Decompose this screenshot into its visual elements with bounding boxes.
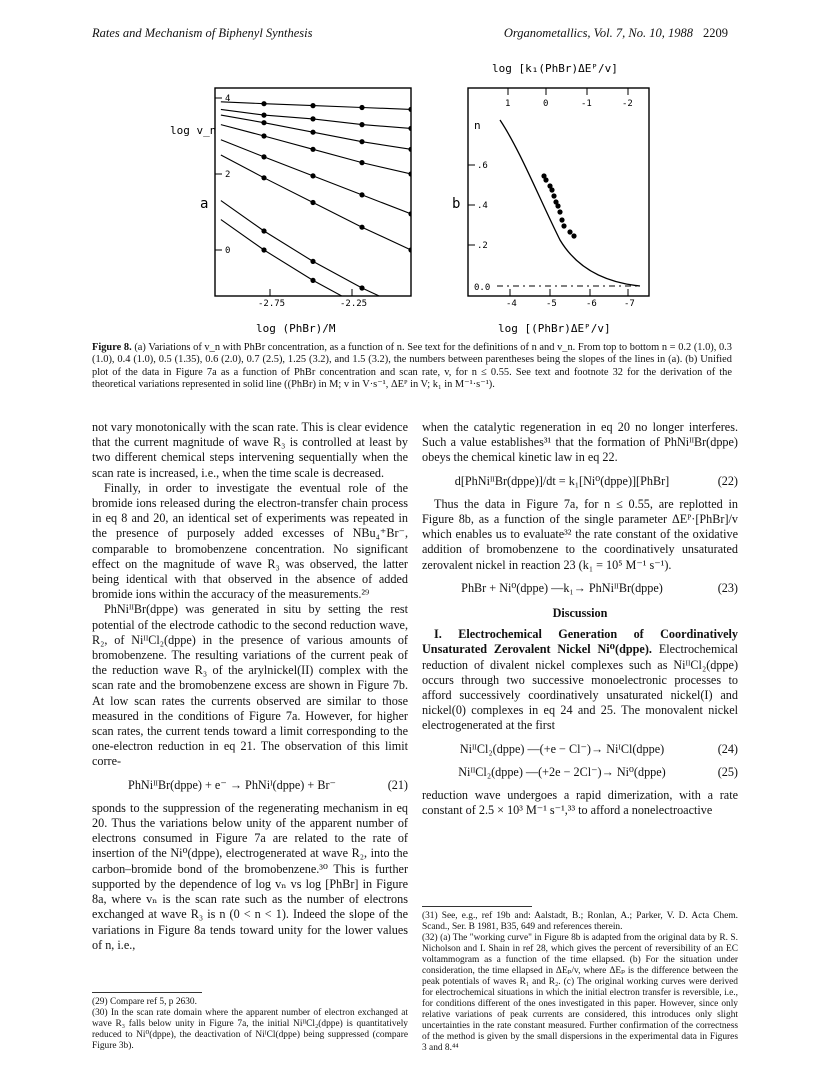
equation-23 [422,581,738,596]
figure-caption [92,342,732,391]
data-point [408,126,413,131]
series-line [221,109,411,128]
panel-b-bottom-tick-label: -4 [506,299,517,309]
data-point [310,278,315,283]
data-point [261,113,266,118]
equation-number: (23) [717,580,738,595]
equation-25 [422,765,738,780]
paragraph-text: Electrochemical reduction of divalent nickel complexes such as NiᴵᴵCl₂(dppe) occurs through two successive monoelectronic processes to afford successively coordinatively unsaturated nickel(I) and nickel(0) complexes in eq 24 and 25. The monovalent nickel electrogenerated at the first [422,642,739,733]
data-point [559,217,564,222]
data-point [543,177,548,182]
panel-b-ytick-label: .2 [477,241,488,251]
panel-b-top-axis-label: log [k₁(PhBr)ΔEᴾ/v] [492,62,618,75]
panel-b-top-tick-label: -2 [622,99,633,109]
paragraph: PhNiᴵᴵBr(dppe) was generated in situ by setting the rest potential of the electrode cathodic to the second reduction wave, R₂, of NiᴵᴵCl₂(dppe) in the presence of various amounts of bromobenzene. The resulting variations of the current peak of the reduction wave R₃ of the arylnickel(II) complex with the scan rate and the bromobenzene excess are shown in Figure 7b. At low scan rates the currents observed are similar to those measured in the conditions of Figure 7a. However, for higher scan rates, the current tends toward a limit corresponding to the one-electron reduction in eq 21. The observation of this limit corre- [92,602,408,769]
panel-a-letter: a [200,196,209,212]
data-point [571,233,576,238]
series-line [221,140,411,214]
equation-number: (21) [387,777,408,792]
paragraph: not vary monotonically with the scan rate. This is clear evidence that the current magnitude of wave R₃ is controlled at least by two different chemical steps intervening sequentially when the scan rate is increased, i.e., when the time scale is decreased. [92,420,408,480]
data-point [261,228,266,233]
series-line [221,125,411,174]
data-point [359,285,364,290]
figure-label: Figure 8. [92,342,132,353]
data-point [261,133,266,138]
data-point [261,175,266,180]
equation-body: d[PhNiᴵᴵBr(dppe)]/dt = k₁[Ni⁰(dppe)][PhBr] [454,473,670,488]
data-point [261,101,266,106]
equation-number: (24) [717,741,738,756]
paragraph: when the catalytic regeneration in eq 20 no longer interferes. Such a value establishes³¹ that the formation of PhNiᴵᴵBr(dppe) obeys the chemical kinetic law in eq 22. [422,420,738,465]
data-point [310,103,315,108]
panel-a-ytick-label: 2 [225,170,231,180]
panel-b [452,62,649,335]
panel-b-ytick-label: .6 [477,161,488,171]
data-point [310,116,315,121]
panel-a-ytick-label: 0 [225,246,231,256]
data-point [555,203,560,208]
data-point [310,147,315,152]
paragraph [422,627,738,733]
data-point [261,247,266,252]
paragraph: Thus the data in Figure 7a, for n ≤ 0.55, are replotted in Figure 8b, as a function of the single parameter ΔEᴾ·[PhBr]/v which enables us to evaluate³² the rate constant of the oxidative addition of bromobenzene to the coordinatively unsaturated zerovalent nickel in reaction 23 (k₁ = 10⁵ M⁻¹ s⁻¹). [422,496,738,572]
equation-number: (25) [717,764,738,779]
data-point [359,139,364,144]
caption-text: (a) Variations of v_n with PhBr concentration, as a function of n. See text for the definitions of n and v_n. From top to bottom n = 0.2 (1.0), 0.3 (1.0), 0.4 (1.0), 0.5 (1.35), 0.6 (2.0), 0.7 (2.5), 1.25 (3.2), and 1.5 (3.2), the numbers between parentheses being the slopes of the lines in (a). (b) Unified plot of the data in Figure 7a as a function of PhBr concentration and scan rate, v, for n ≤ 0.55. See text and footnote 32 for the derivation of the theoretical variations represented in solid line ((PhBr) in M; v in V·s⁻¹, ΔEᴾ in V; k₁ in M⁻¹·s⁻¹). [92,342,732,390]
left-footnotes [92,986,408,1052]
footnote-29: (29) Compare ref 5, p 2630. [92,997,197,1007]
paragraph: sponds to the suppression of the regenerating mechanism in eq 20. Thus the variations below unity of the apparent number of electrons consumed in Figure 7a are related to the rate of insertion of the Ni⁰(dppe), electrogenerated at wave R₂, into the carbon–bromide bond of the bromobenzene.³⁰ This is further supported by the dependence of log vₙ vs log [PhBr] in Figure 8a, where vₙ is the scan rate such as the number of electrons exchanged at wave R₃ is n (0 < n < 1). Indeed the slope of the variations in Figure 8a tends toward unity for the lower values of n, i.e., [92,800,408,952]
panel-b-top-tick-label: -1 [581,99,592,109]
panel-a [170,88,414,335]
data-point [557,209,562,214]
panel-a-xtick-label: -2.75 [258,299,286,309]
panel-b-bottom-tick-label: -6 [586,299,597,309]
data-point [408,147,413,152]
data-point [549,187,554,192]
equation-body: NiᴵᴵCl₂(dppe) —(+e − Cl⁻)→ NiᴵCl(dppe) [459,741,665,756]
panel-b-theory-curve [500,120,640,286]
footnote-31: (31) See, e.g., ref 19b and: Aalstadt, B.; Ronlan, A.; Parker, V. D. Acta Chem. Scand., Ser. B 1981, B35, 649 and references therein. [422,911,738,932]
data-point [408,247,413,252]
equation-24 [422,742,738,757]
series-line [221,201,411,311]
panel-b-top-tick-label: 1 [505,99,511,109]
panel-b-bottom-tick-label: -5 [546,299,557,309]
right-footnotes [422,900,738,1054]
data-point [359,192,364,197]
footnote-rule [422,906,532,907]
data-point [261,154,266,159]
journal-name: Organometallics, Vol. 7, No. 10, 1988 [503,26,693,40]
paragraph: reduction wave undergoes a rapid dimerization, with a rate constant of 2.5 × 10³ M⁻¹ s⁻¹,³³ to afford a nonelectroactive [422,788,738,818]
data-point [261,120,266,125]
equation-21 [92,778,408,793]
panel-b-ytick-label: .4 [477,201,488,211]
panel-b-xlabel: log [(PhBr)ΔEᴾ/v] [498,322,611,335]
data-point [359,105,364,110]
equation-body: PhNiᴵᴵBr(dppe) + e⁻ → PhNiᴵ(dppe) + Br⁻ [128,777,336,792]
running-head: Rates and Mechanism of Biphenyl Synthesis [92,26,313,40]
panel-a-xtick-label: -2.25 [340,299,368,309]
data-point [310,259,315,264]
equation-body: PhBr + Ni⁰(dppe) —k₁→ PhNiᴵᴵBr(dppe) [461,580,663,595]
panel-b-frame [468,88,649,296]
data-point [408,107,413,112]
data-point [359,160,364,165]
panel-b-bottom-ticks [506,289,635,309]
figure-8 [0,0,820,340]
data-point [359,225,364,230]
panel-a-xlabel: log (PhBr)/M [256,322,336,335]
data-point [408,211,413,216]
panel-b-top-tick-label: 0 [543,99,549,109]
section-heading: Discussion [552,606,608,621]
panel-b-ytick-label: 0.0 [474,283,491,293]
panel-a-ytick-label: 4 [225,94,231,104]
data-point [310,200,315,205]
data-point [359,122,364,127]
panel-a-ylabel: log v_n [170,124,217,137]
paragraph: Finally, in order to investigate the eventual role of the bromide ions released during the electron-transfer chain process in eq 8 and 20, an identical set of experiments was repeated in the presence of purposely added excesses of NBu₄⁺Br⁻, comparable to bromobenzene concentration. No significant effect on the magnitude of wave R₃ was observed, the latter being identical with that observed in the absence of added bromide ions within the accuracy of the measurements.²⁹ [92,480,408,602]
data-point [551,193,556,198]
subheading: I. Electrochemical Generation of Coordinatively Unsaturated Zerovalent Nickel Ni⁰(dppe). [422,627,738,657]
footnote-rule [92,992,202,993]
panel-b-top-ticks [505,88,633,109]
equation-22 [422,474,738,489]
panel-b-letter: b [452,196,461,212]
panel-b-bottom-tick-label: -7 [624,299,635,309]
page-number: 2209 [703,26,728,40]
data-point [561,223,566,228]
data-point [310,173,315,178]
equation-number: (22) [717,473,738,488]
footnote-30: (30) In the scan rate domain where the apparent number of electron exchanged at wave R₃ falls below unity in Figure 7a, the initial NiᴵᴵCl₂(dppe) is quantitatively reduced to Ni⁰(dppe), the deactivation of NiᴵCl(dppe) being suppressed (compare Figure 3b). [92,1008,408,1051]
series-line [221,102,411,110]
data-point [408,171,413,176]
footnote-32: (32) (a) The "working curve" in Figure 8b is adapted from the original data by R. S. Nicholson and I. Shain in ref 28, which gives the percent of reversibility of an EC voltammogram as a function of the time ellapsed. (b) For the situation under consideration, the time ellapsed in ΔEₚ/v, where ΔEₚ is the difference between the peak potentials of waves R₁ and R₂. (c) The original working curves were derived for electrochemical situations in which the initial electron transfer is reversible, i.e., for conditions different of the ones investigated in this paper. However, since only relative variations of peak currents are considered, this introduces only slight uncertainties in the rate constant measured. Further confirmation of the correctness of the method is given by the small dispersions in the experimental data in Figures 3 and 8.⁴⁴ [422,933,738,1053]
data-point [310,130,315,135]
equation-body: NiᴵᴵCl₂(dppe) —(+2e − 2Cl⁻)→ Ni⁰(dppe) [458,764,666,779]
series-line [221,220,411,326]
right-column [422,420,738,818]
panel-b-ylabel: n [474,119,481,132]
data-point [567,229,572,234]
left-column [92,420,408,953]
